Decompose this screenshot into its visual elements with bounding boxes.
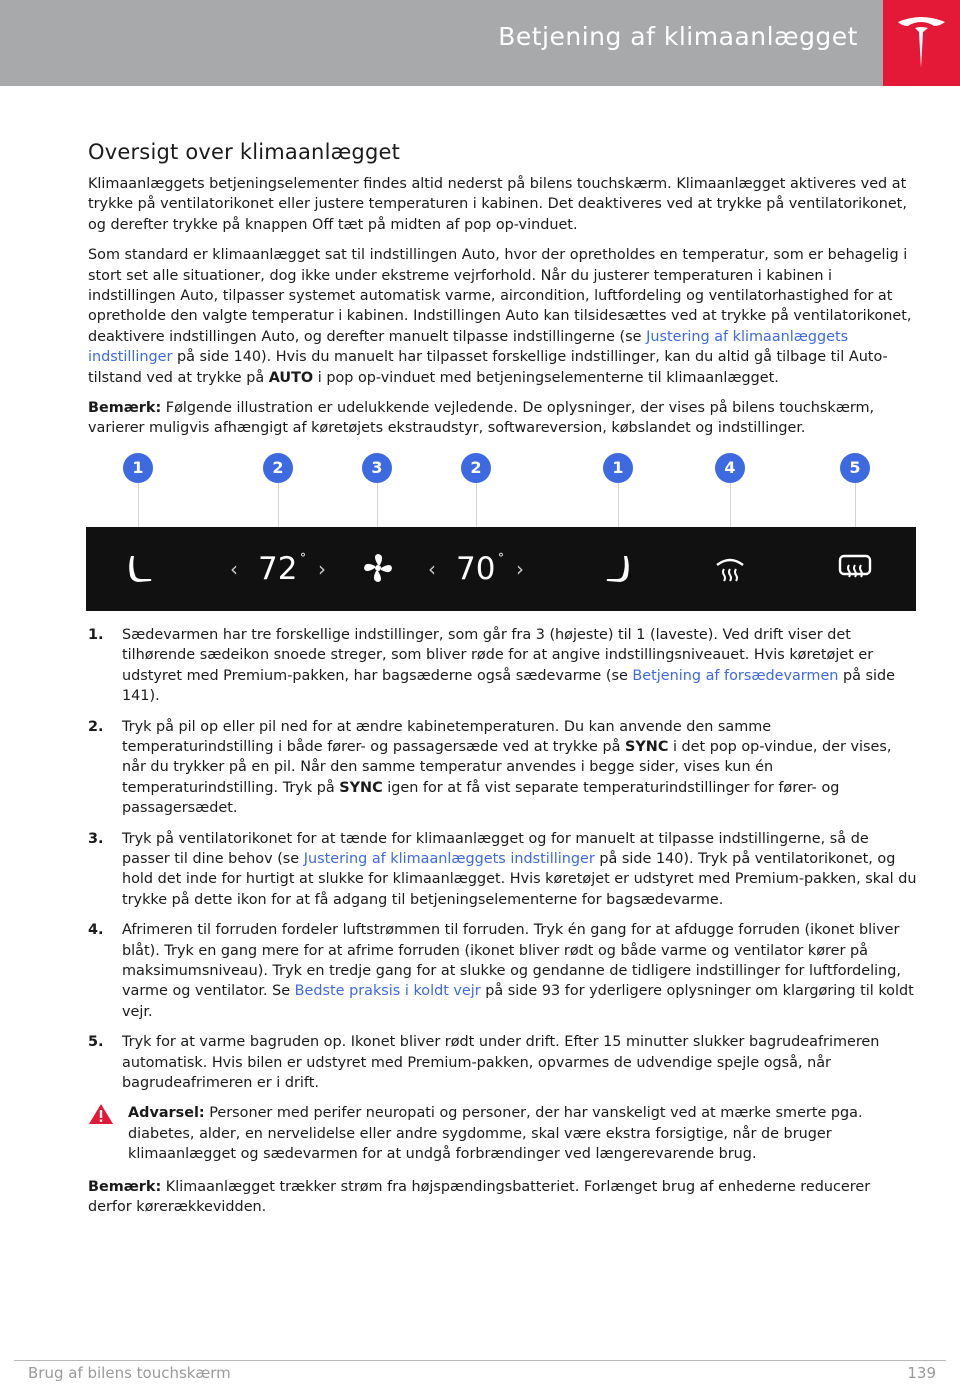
link-climate-settings[interactable]: Justering af klimaanlæggets indstillinger [303,850,595,867]
front-defrost-icon[interactable] [714,553,746,583]
link-seat-heater[interactable]: Betjening af forsædevarmen [632,667,839,684]
note-label: Bemærk: [88,1178,162,1195]
list-item: 5. Tryk for at varme bagruden op. Ikonet bliver rødt under drift. Efter 15 minutter slukker bagrudeafrimeren automatisk. Hvis bilen er udstyret med Premium-pakken, opvarmes de udvendige spejle også, når bagrudeafrimeren er i drift. [88,1034,880,1091]
sync-label: SYNC [624,738,669,755]
climate-bar-illustration [86,453,916,611]
callout-2: 2 [461,453,491,483]
tesla-logo-icon [895,14,948,72]
right-temperature[interactable]: 70 [456,550,496,587]
footer-divider [14,1360,946,1361]
section-heading: Oversigt over klimaanlægget [88,140,401,164]
note-paragraph: Bemærk: Klimaanlægget trækker strøm fra højspændingsbatteriet. Forlænget brug af enhederne reducerer derfor kørerækkevidden. [88,1178,871,1216]
page-header [0,0,960,86]
list-item: 1. Sædevarmen har tre forskellige indstillinger, som går fra 3 (højeste) til 1 (laveste). Ved drift viser det tilhørende sædeikon snoede streger, som bliver røde for at angive indstillingsniveauet. Hvis køretøjet er udstyret med Premium-pakken, har bagsæderne også sædevarme (se Betjening af forsædevarmen på side 141). [88,626,896,705]
right-temp-up-chevron[interactable]: › [516,556,524,581]
note-label: Bemærk: [88,400,162,417]
main-content [88,140,918,1227]
brand-logo [883,0,960,86]
rear-defrost-icon[interactable] [838,553,872,583]
page-number: 139 [907,1364,936,1382]
fan-icon[interactable] [363,553,393,583]
note-paragraph: Bemærk: Følgende illustration er udelukkende vejledende. De oplysninger, der vises på bilens touchskærm, varierer muligvis afhængigt af køretøjets ekstraudstyr, softwareversion, købslandet og indstillinger. [88,400,875,437]
header-title: Betjening af klimaanlægget [498,22,858,51]
left-temperature[interactable]: 72 [258,550,298,587]
left-temp-up-chevron[interactable]: › [318,556,326,581]
link-cold-weather[interactable]: Bedste praksis i koldt vejr [294,983,481,1000]
footer-section-title: Brug af bilens touchskærm [28,1364,231,1382]
warning-label: Advarsel: [128,1105,205,1122]
callout-2: 2 [263,453,293,483]
callout-3: 3 [362,453,392,483]
auto-label: AUTO [268,369,314,386]
list-item: 3. Tryk på ventilatorikonet for at tænde for klimaanlægget og for manuelt at tilpasse indstillingerne, så de passer til dine behov (se Justering af klimaanlæggets indstillinger på side 140). Tryk på ventilatorikonet, og hold det inde for hurtigt at slukke for klimaanlægget. Hvis køretøjet er udstyret med Premium-pakken, skal du trykke på dette ikon for at få adgang til betjeningselementerne for bagsædevarme. [88,830,917,908]
sync-label: SYNC [339,779,383,796]
warning-box: Advarsel: Personer med perifer neuropati og personer, der har vanskeligt ved at mærke smerte pga. diabetes, alder, en nervelidelse eller andre sygdomme, skal være ekstra forsigtige, når de bruger klimaanlægget og sædevarmen for at undgå forbrændinger ved længerevarende brug. [88,1103,918,1164]
callout-1: 1 [123,453,153,483]
left-temp-down-chevron[interactable]: ‹ [230,556,238,581]
callout-1: 1 [603,453,633,483]
right-temp-down-chevron[interactable]: ‹ [428,556,436,581]
passenger-seat-heater-icon[interactable] [604,553,632,585]
list-item: 4. Afrimeren til forruden fordeler luftstrømmen til forruden. Tryk én gang for at afdugge forruden (ikonet bliver blåt). Tryk en gang mere for at afrime forruden (ikonet bliver rødt og både varme og ventilator kører på maksimumsniveau). Tryk en tredje gang for at slukke og gendanne de tidligere indstillinger for luftfordeling, varme og ventilator. Se Bedste praksis i koldt vejr på side 93 for yderligere oplysninger om klargøring til koldt vejr. [88,922,914,1020]
feature-list [88,625,918,1094]
callout-4: 4 [715,453,745,483]
intro-paragraph: Klimaanlæggets betjeningselementer findes altid nederst på bilens touchskærm. Klimaanlægget aktiveres ved at trykke på ventilatorikonet eller justere temperaturen i kabinen. Det deaktiveres ved at trykke på ventilatorikonet, og derefter trykke på knappen Off tæt på midten af pop op-vinduet. [88,176,907,233]
right-temperature-degree: ° [498,550,504,565]
left-temperature-degree: ° [300,550,306,565]
auto-paragraph: Som standard er klimaanlægget sat til indstillingen Auto, hvor der opretholdes en temperatur, som er behagelig i stort set alle situationer, dog ikke under ekstreme vejrforhold. Når du justerer temperaturen i kabinen i indstillingen Auto, tilpasser systemet automatisk varme, aircondition, luftfordeling og ventilatorhastighed for at opretholde den valgte temperatur i kabinen. Indstillingen Auto kan tilsidesættes ved at trykke på ventilatorikonet, deaktivere indstillingen Auto, og derefter manuelt tilpasse indstillingerne (se Justering af klimaanlæggets indstillinger på side 140). Hvis du manuelt har tilpasset forskellige indstillinger, kan du altid gå tilbage til Auto-tilstand ved at trykke på AUTO i pop op-vinduet med betjeningselementerne til klimaanlægget. [88,247,912,386]
warning-icon [88,1103,114,1125]
climate-control-bar [86,527,916,611]
driver-seat-heater-icon[interactable] [126,553,154,585]
callout-5: 5 [840,453,870,483]
link-climate-settings[interactable]: Justering af klimaanlæggets indstillinger [88,328,849,366]
list-item: 2. Tryk på pil op eller pil ned for at ændre kabinetemperaturen. Du kan anvende den samme temperaturindstilling i både fører- og passagersæde ved at trykke på SYNC i det pop op-vindue, der vises, når du trykker på en pil. Når den samme temperatur anvendes i begge sider, vises kun én temperaturindstilling. Tryk på SYNC igen for at få vist separate temperaturindstillinger for fører- og passagersædet. [88,718,892,817]
